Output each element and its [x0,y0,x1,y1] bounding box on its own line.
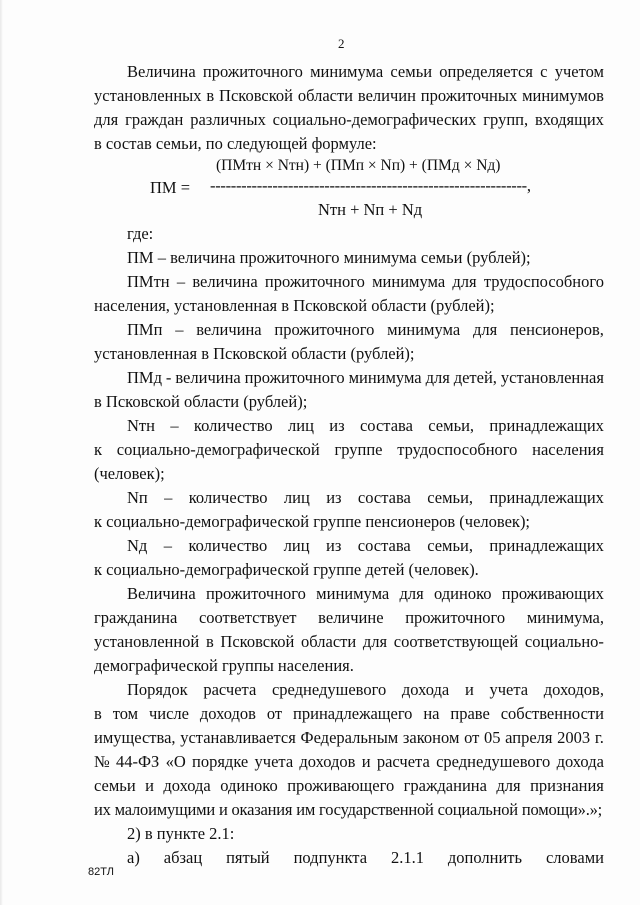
p-order-line-1 [127,680,604,700]
word: праве [450,704,490,723]
word: ПМтн [127,272,170,291]
word: собственности [500,704,604,723]
def-ntn-line-3: (человек); [94,464,165,483]
word: – [170,416,179,435]
word: величина [175,368,241,387]
word: на [423,704,440,723]
word: имущества, [94,728,176,747]
p-order-line-2 [94,704,604,724]
formula-denominator: Nтн + Nп + Nд [318,200,423,219]
word: подпункта [293,848,368,867]
word: состава [359,416,413,435]
word: трудоспособного [397,440,518,459]
word: для [399,584,424,603]
word: для [472,320,498,339]
word: групп, [483,110,529,129]
word: в [94,704,102,723]
word: минимума, [526,608,604,627]
word: семьи [390,62,433,81]
def-ntn-line-2 [94,440,604,460]
word: и [361,752,371,771]
word: минимума [387,320,461,339]
p-order-line-5 [94,776,604,796]
word: семьи [94,776,136,795]
word: социально-демографической [116,440,320,459]
formula-numerator: (ПМтн × Nтн) + (ПМп × Nп) + (ПМд × Nд) [216,157,501,174]
word: прожиточных [420,86,518,105]
word: апреля [505,728,553,747]
word: величин [357,86,416,105]
word: определяется [439,62,533,81]
word: для [452,272,477,291]
word: учета [489,680,529,699]
word: для [496,776,521,795]
word: Псковской [219,86,293,105]
word: учета [254,752,294,771]
word: «О [165,752,186,771]
word: лиц [283,536,310,555]
word: 05 [483,728,501,747]
word: минимума [348,368,422,387]
word: признания [530,776,604,795]
word: словами [545,848,604,867]
p-single-line-2 [94,608,604,628]
word: лиц [288,416,314,435]
word: прожиточного [264,272,365,291]
word: Величина [127,584,196,603]
word: входящих [534,110,604,129]
word: одиноко [433,584,492,603]
word: установленной [94,632,200,651]
word: Величина [127,62,196,81]
word: количество [188,488,268,507]
p1-line-3 [94,110,604,130]
where-label: где: [127,224,154,243]
word: пенсионеров, [509,320,604,339]
word: Nп [127,488,148,507]
word: принадлежащих [489,488,604,507]
word: принадлежащих [489,536,604,555]
word: из [326,488,342,507]
word: состава [357,488,411,507]
word: от [464,728,480,747]
word: минимумов [522,86,604,105]
word: состава [357,536,411,555]
word: величина [192,272,258,291]
word: социально-демографических [272,110,477,129]
def-pmd-line-1 [127,368,604,388]
word: порядке [192,752,249,771]
word: минимума [316,584,390,603]
word: дохода [556,752,604,771]
word: дополнить [447,848,523,867]
page-number: 2 [338,36,345,51]
word: – [176,272,186,291]
word: из [329,416,345,435]
word: г. [594,728,604,747]
word: области [297,86,354,105]
word: Федеральным [300,728,399,747]
word: абзац [163,848,203,867]
formula-fraction-bar: -------------------------------------------------------------, [210,176,531,195]
word: величине [318,608,384,627]
word: среднедушевого [271,680,387,699]
word: минимума [372,272,446,291]
word: гражданина [403,776,487,795]
word: в [206,86,215,105]
word: расчета [203,680,257,699]
word: а) [127,848,140,867]
word: законом [402,728,460,747]
item-a [127,848,604,868]
p1-line-2 [94,86,604,106]
word: установленных [94,86,202,105]
word: лиц [283,488,310,507]
word: прожиточного [205,584,306,603]
def-np-line-1 [127,488,604,508]
p-single-line-1 [127,584,604,604]
word: проживающего [287,776,395,795]
word: дохода [163,776,211,795]
word: устанавливается [180,728,296,747]
word: 2003 [557,728,591,747]
word: для [362,632,388,651]
word: для [94,110,119,129]
word: – [164,488,173,507]
item-2: 2) в пункте 2.1: [127,824,235,843]
word: ПМд [127,368,162,387]
word: среднедушевого [436,752,551,771]
def-pm: ПМ – величина прожиточного минимума семьи (рублей); [127,248,531,267]
word: - [165,368,172,387]
word: количество [188,536,268,555]
word: одиноко [220,776,278,795]
word: минимума [310,62,384,81]
p-single-line-3 [94,632,604,652]
word: Nд [127,536,148,555]
word: 44-ФЗ [116,752,160,771]
word: – [163,536,172,555]
def-ntn-line-1 [127,416,604,436]
word: количество [193,416,273,435]
def-np-line-2: к социально-демографической группе пенсионеров (человек); [94,512,531,531]
word: семьи, [427,488,474,507]
word: семьи, [427,536,473,555]
word: проживающих [501,584,604,603]
def-nd-line-2: к социально-демографической группе детей (человек). [94,560,479,579]
word: граждан [125,110,184,129]
word: величина [196,320,262,339]
word: прожиточного [274,320,375,339]
word: от [266,704,283,723]
word: к [94,440,103,459]
p-order-line-3 [94,728,604,748]
def-pmtn-line-1 [127,272,604,292]
word: Nтн [127,416,155,435]
scan-edge [0,0,3,905]
word: – [175,320,184,339]
word: прожиточного [202,62,303,81]
word: различных [190,110,266,129]
word: пятый [226,848,270,867]
word: для [425,368,450,387]
formula-lhs: ПМ = [150,178,191,197]
footer-code: 82ТЛ [88,866,114,878]
word: прожиточного [244,368,345,387]
word: доходов [199,704,256,723]
def-pmd-line-2: в Псковской области (рублей); [94,392,308,411]
word: соответствует [198,608,297,627]
word: принадлежащего [293,704,413,723]
def-nd-line-1 [127,536,604,556]
p-order-line-6: их малоимущими и оказания им государственной социальной помощи».»; [94,800,603,819]
p-single-line-4: демографической группы населения. [94,656,354,675]
word: социально- [524,632,604,651]
word: том [112,704,139,723]
word: 2.1.1 [390,848,424,867]
word: Порядок [127,680,188,699]
word: прожиточного [405,608,506,627]
word: в [205,632,214,651]
word: группе [334,440,383,459]
word: ПМп [127,320,163,339]
word: и [145,776,154,795]
word: гражданина [94,608,178,627]
p-order-line-4 [94,752,604,772]
def-pmtn-line-2: населения, установленная в Псковской области (рублей); [94,296,495,315]
word: установленная [500,368,604,387]
def-pmp-line-1 [127,320,604,340]
word: принадлежащих [489,416,604,435]
p1-line-4: в состав семьи, по следующей формуле: [94,134,377,153]
def-pmp-line-2: установленная в Псковской области (рублей); [94,344,415,363]
word: семьи, [428,416,475,435]
word: из [326,536,342,555]
word: области [301,632,357,651]
word: с [540,62,548,81]
word: № [94,752,110,771]
word: расчета [376,752,430,771]
word: доходов [299,752,356,771]
word: населения [532,440,604,459]
word: детей, [453,368,497,387]
p1-line-1 [127,62,604,82]
word: учетом [554,62,604,81]
word: числе [148,704,189,723]
word: соответствующей [393,632,519,651]
word: дохода [401,680,450,699]
word: трудоспособного [483,272,604,291]
word: Псковской [220,632,295,651]
word: доходов, [543,680,604,699]
word: и [464,680,474,699]
